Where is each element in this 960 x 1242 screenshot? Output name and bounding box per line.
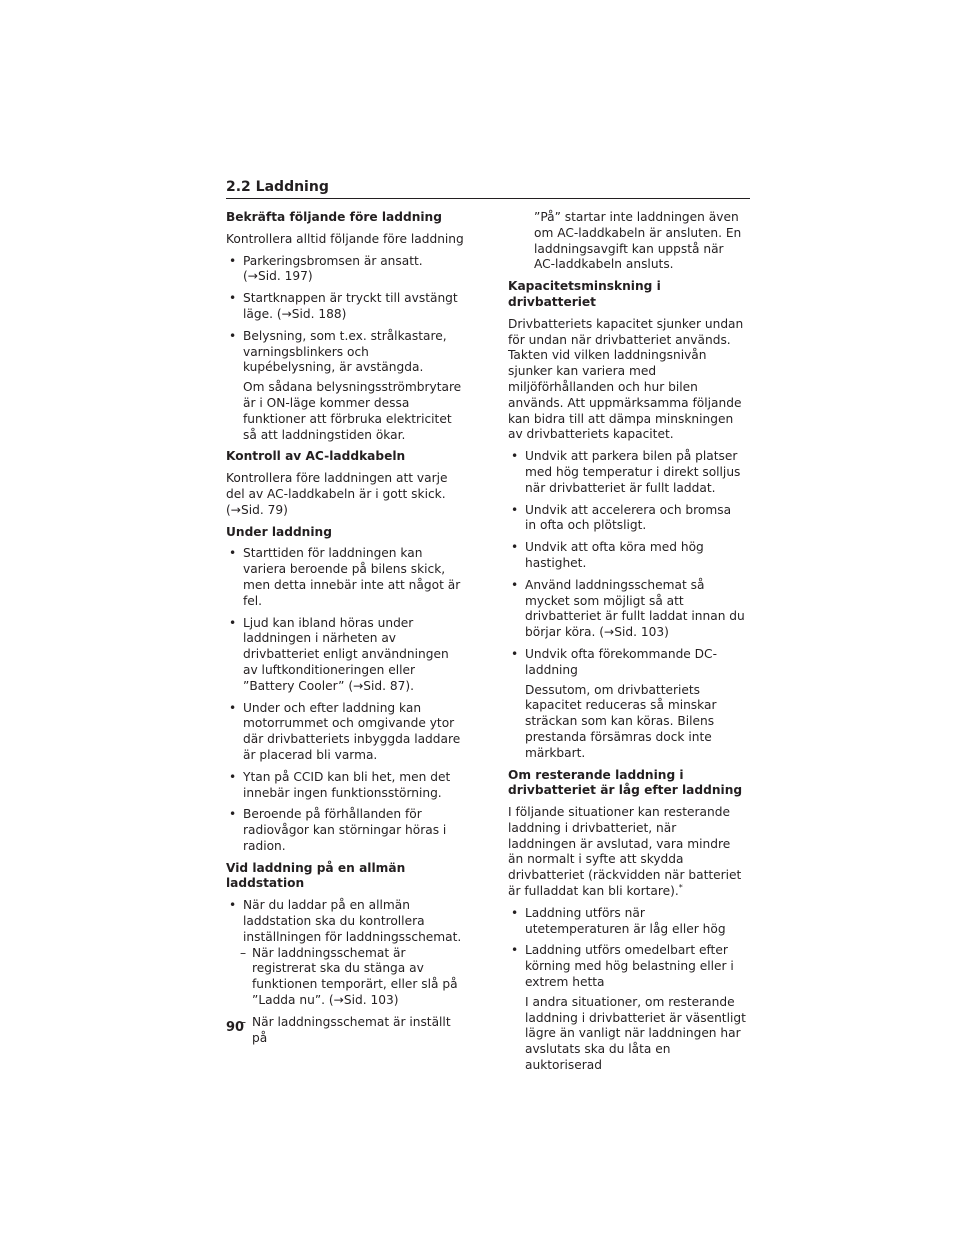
heading-low-remaining: Om resterande laddning i drivbatteriet är låg efter laddning xyxy=(508,767,743,798)
dash-item: – När laddningsschemat är inställt på xyxy=(226,1015,464,1047)
list-item: • Undvik att parkera bilen på platser med hög temperatur i direkt solljus när drivbatteriet är fullt laddat. xyxy=(508,449,746,496)
page-number: 90 xyxy=(226,1020,245,1035)
situations-list xyxy=(508,906,746,1074)
heading-confirm: Bekräfta följande före laddning xyxy=(226,210,442,224)
list-note: Dessutom, om drivbatteriets kapacitet reduceras så minskar sträckan som kan köras. Bilens prestanda försämras dock inte märkbart. xyxy=(525,682,717,760)
paragraph: I följande situationer kan resterande laddning i drivbatteriet, när laddningen är avslutad, vara mindre än normalt i syfte att skydda drivbatteriet (räckvidden när batteriet är fulladdat kan bli kortare).* xyxy=(508,805,742,899)
list-item: • Startknappen är tryckt till avstängt läge. (→Sid. 188) xyxy=(226,291,464,323)
list-item: • Undvik ofta förekommande DC-laddning Dessutom, om drivbatteriets kapacitet reduceras så minskar sträckan som kan köras. Bilens prestanda försämras dock inte märkbart. xyxy=(508,647,746,762)
list-item: • Ljud kan ibland höras under laddningen i närheten av drivbatteriet enligt användningen av luftkonditioneringen eller ”Battery Cooler” (→Sid. 87). xyxy=(226,616,464,695)
list-note: Om sådana belysningsströmbrytare är i ON-läge kommer dessa funktioner att förbruka elektricitet så att laddningstiden ökar. xyxy=(243,380,462,442)
during-list xyxy=(226,546,464,854)
list-item: • Laddning utförs omedelbart efter körning med hög belastning eller i extrem hetta I andra situationer, om resterande laddning i drivbatteriet är väsentligt lägre än vanligt när laddningen har avslutats ska du låta en auktoriserad xyxy=(508,943,746,1073)
section-header xyxy=(226,179,750,199)
capacity-list xyxy=(508,449,746,761)
list-item: • Starttiden för laddningen kan variera beroende på bilens skick, men detta innebär inte att något är fel. xyxy=(226,546,464,609)
checklist xyxy=(226,254,464,444)
continued-text: ”På” startar inte laddningen även om AC-laddkabeln är ansluten. En laddningsavgift kan uppstå när AC-laddkabeln ansluts. xyxy=(534,210,742,272)
list-item: • Undvik att accelerera och bromsa in ofta och plötsligt. xyxy=(508,503,746,535)
paragraph: Kontrollera alltid följande före laddning xyxy=(226,231,464,246)
public-station-list xyxy=(226,898,464,945)
section-title: 2.2 Laddning xyxy=(226,179,329,195)
heading-public-station: Vid laddning på en allmän laddstation xyxy=(226,860,406,891)
list-item: • Ytan på CCID kan bli het, men det innebär ingen funktionsstörning. xyxy=(226,770,464,802)
list-item: • När du laddar på en allmän laddstation ska du kontrollera inställningen för laddningsschemat. xyxy=(226,898,464,945)
heading-ac-cable: Kontroll av AC-laddkabeln xyxy=(226,449,406,464)
paragraph: Kontrollera före laddningen att varje del av AC-laddkabeln är i gott skick. (→Sid. 79) xyxy=(226,471,448,517)
list-item: • Laddning utförs när utetemperaturen är låg eller hög xyxy=(508,906,746,938)
list-item: • Använd laddningsschemat så mycket som möjligt så att drivbatteriet är fullt laddat innan du börjar köra. (→Sid. 103) xyxy=(508,578,746,641)
list-note: I andra situationer, om resterande laddning i drivbatteriet är väsentligt lägre än vanligt när laddningen har avslutats ska du låta en auktoriserad xyxy=(525,994,746,1073)
heading-capacity: Kapacitetsminskning i drivbatteriet xyxy=(508,279,661,309)
dash-item: – När laddningsschemat är registrerat ska du stänga av funktionen temporärt, eller slå på ”Ladda nu”. (→Sid. 103) xyxy=(226,946,464,1009)
left-column xyxy=(226,210,464,1052)
list-item: • Belysning, som t.ex. strålkastare, varningsblinkers och kupébelysning, är avstängda. Om sådana belysningsströmbrytare är i ON-läge kommer dessa funktioner att förbruka elektricitet så att laddningstiden ökar. xyxy=(226,329,464,444)
list-item: • Parkeringsbromsen är ansatt. (→Sid. 197) xyxy=(226,254,464,286)
list-item: • Under och efter laddning kan motorrummet och omgivande ytor där drivbatteriets inbyggda laddare är placerad bli varma. xyxy=(226,701,464,764)
list-item: • Undvik att ofta köra med hög hastighet. xyxy=(508,540,746,572)
list-item: • Beroende på förhållanden för radiovågor kan störningar höras i radion. xyxy=(226,807,464,854)
right-column xyxy=(508,210,746,1080)
footnote-marker: * xyxy=(678,883,683,893)
paragraph: Drivbatteriets kapacitet sjunker undan för undan när drivbatteriet används. Takten vid vilken laddningsnivån sjunker kan variera med miljöförhållanden och hur bilen används. Att uppmärksamma följande kan bidra till att dämpa minskningen av drivbatteriets kapacitet. xyxy=(508,316,744,442)
heading-during-charging: Under laddning xyxy=(226,524,332,539)
